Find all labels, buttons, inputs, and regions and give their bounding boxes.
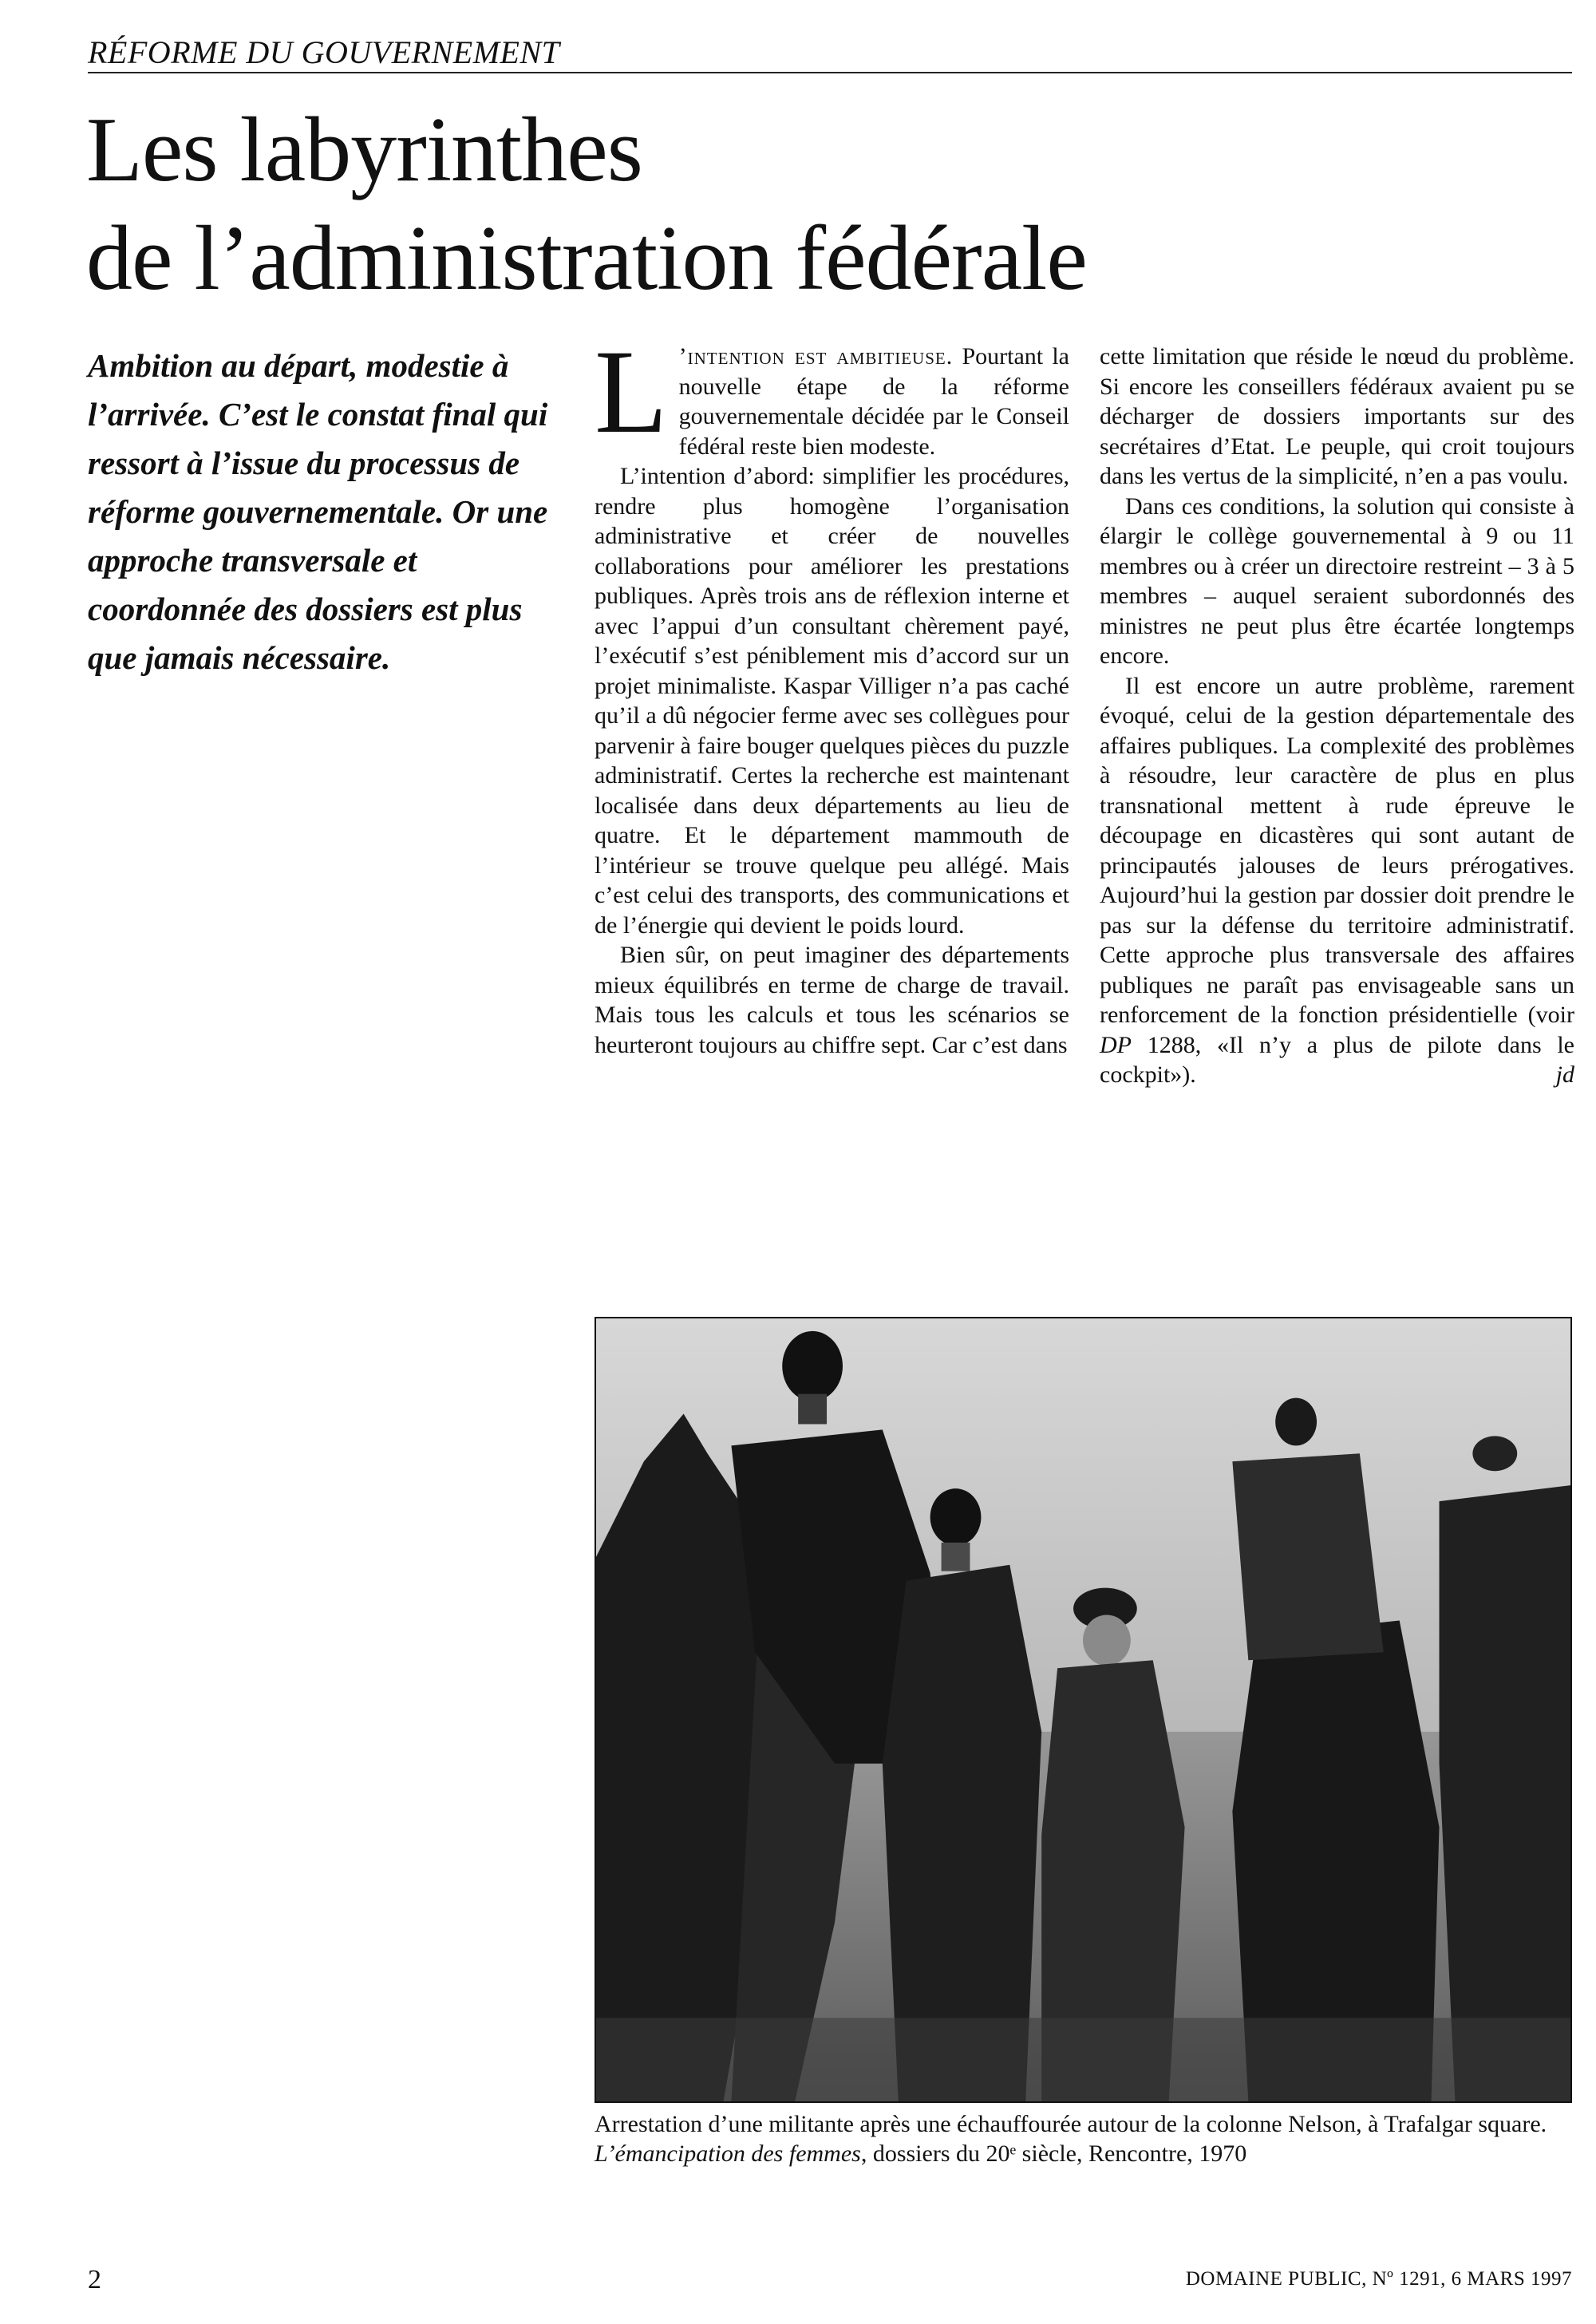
- article-column-1: [595, 326, 1069, 1060]
- headline-line-2: de l’administration fédérale: [86, 208, 1087, 310]
- top-rule: [88, 72, 1572, 73]
- paragraph-1-text: Pourtant la nouvelle étape de la réforme gouvernementale décidée par le Conseil fédéral reste bien modeste.: [678, 343, 1069, 460]
- paragraph-5-end: 1288, «Il n’y a plus de pilote dans le cockpit»).: [1100, 1031, 1574, 1088]
- article-paragraph-2: L’intention d’abord: simplifier les procédures, rendre plus homogène l’organisation administrative et créer de nouvelles collaborations pour améliorer les prestations publiques. Après trois ans de réflexion interne et avec l’appui d’un consultant chèrement payé, l’exécutif s’est péniblement mis d’accord sur un projet minimaliste. Kaspar Villiger n’a pas caché qu’il a dû négocier ferme avec ses collègues pour parvenir à faire bouger quelques pièces du puzzle administratif. Certes la recherche est maintenant localisée dans deux départements au lieu de quatre. Et le département mammouth de l’intérieur se trouve quelque peu allégé. Mais c’est celui des transports, des communications et de l’énergie qui devient le poids lourd.: [595, 463, 1069, 939]
- article-column-2: [1100, 342, 1574, 1090]
- photo-caption: [595, 2109, 1576, 2168]
- opening-smallcaps: ’intention est ambitieuse.: [678, 343, 954, 370]
- photo-illustration: [596, 1318, 1570, 2101]
- credit-details: , dossiers du 20ᵉ siècle, Rencontre, 1970: [860, 2140, 1247, 2167]
- article-paragraph-3-continued: cette limitation que réside le nœud du problème. Si encore les conseillers fédéraux avaient pu se décharger de dossiers importants sur des secrétaires d’Etat. Le peuple, qui croit toujours dans les vertus de la simplicité, n’en a pas voulu.: [1100, 343, 1574, 489]
- dp-reference: DP: [1100, 1031, 1132, 1058]
- caption-text: Arrestation d’une militante après une échauffourée autour de la colonne Nelson, à Trafalgar square.: [595, 2111, 1547, 2137]
- page-number: 2: [88, 2265, 101, 2294]
- article-paragraph-1: [595, 326, 1069, 461]
- historical-photo: [595, 1317, 1572, 2103]
- drop-cap: L: [595, 326, 668, 458]
- credit-title: L’émancipation des femmes: [595, 2140, 861, 2167]
- article-paragraph-3: Bien sûr, on peut imaginer des départements mieux équilibrés en terme de charge de travail. Mais tous les calculs et tous les scénarios se heurteront toujours au chiffre sept. Car c’est dans: [595, 942, 1069, 1058]
- section-label: RÉFORME DU GOUVERNEMENT: [88, 34, 560, 70]
- article-paragraph-5: [1100, 671, 1574, 1090]
- headline: [86, 96, 1523, 313]
- headline-line-1: Les labyrinthes: [86, 99, 642, 201]
- publication-info: DOMAINE PUBLIC, Nº 1291, 6 MARS 1997: [1185, 2268, 1572, 2290]
- author-signature: jd: [1555, 1061, 1574, 1088]
- paragraph-5-text: Il est encore un autre problème, rarement évoqué, celui de la gestion départementale des affaires publiques. La complexité des problèmes à résoudre, leur caractère de plus en plus transnational mettent à rude épreuve le découpage en dicastères qui sont autant de principautés jalouses de leurs prérogatives. Aujourd’hui la gestion par dossier doit prendre le pas sur la défense du territoire administratif. Cette approche plus transversale des affaires publiques ne paraît pas envisageable sans un renforcement de la fonction présidentielle (voir: [1100, 672, 1574, 1028]
- photo-credit: [595, 2139, 1576, 2168]
- article-paragraph-4: Dans ces conditions, la solution qui consiste à élargir le collège gouvernemental à 9 ou 11 membres ou à créer un directoire restreint – 3 à 5 membres – auquel seraient subordonnés des ministres ne peut plus être écartée longtemps encore.: [1100, 492, 1574, 669]
- lede: Ambition au départ, modestie à l’arrivée. C’est le constat final qui ressort à l’issue du processus de réforme gouvernementale. Or une approche transversale et coordonnée des dossiers est plus que jamais nécessaire.: [88, 347, 548, 676]
